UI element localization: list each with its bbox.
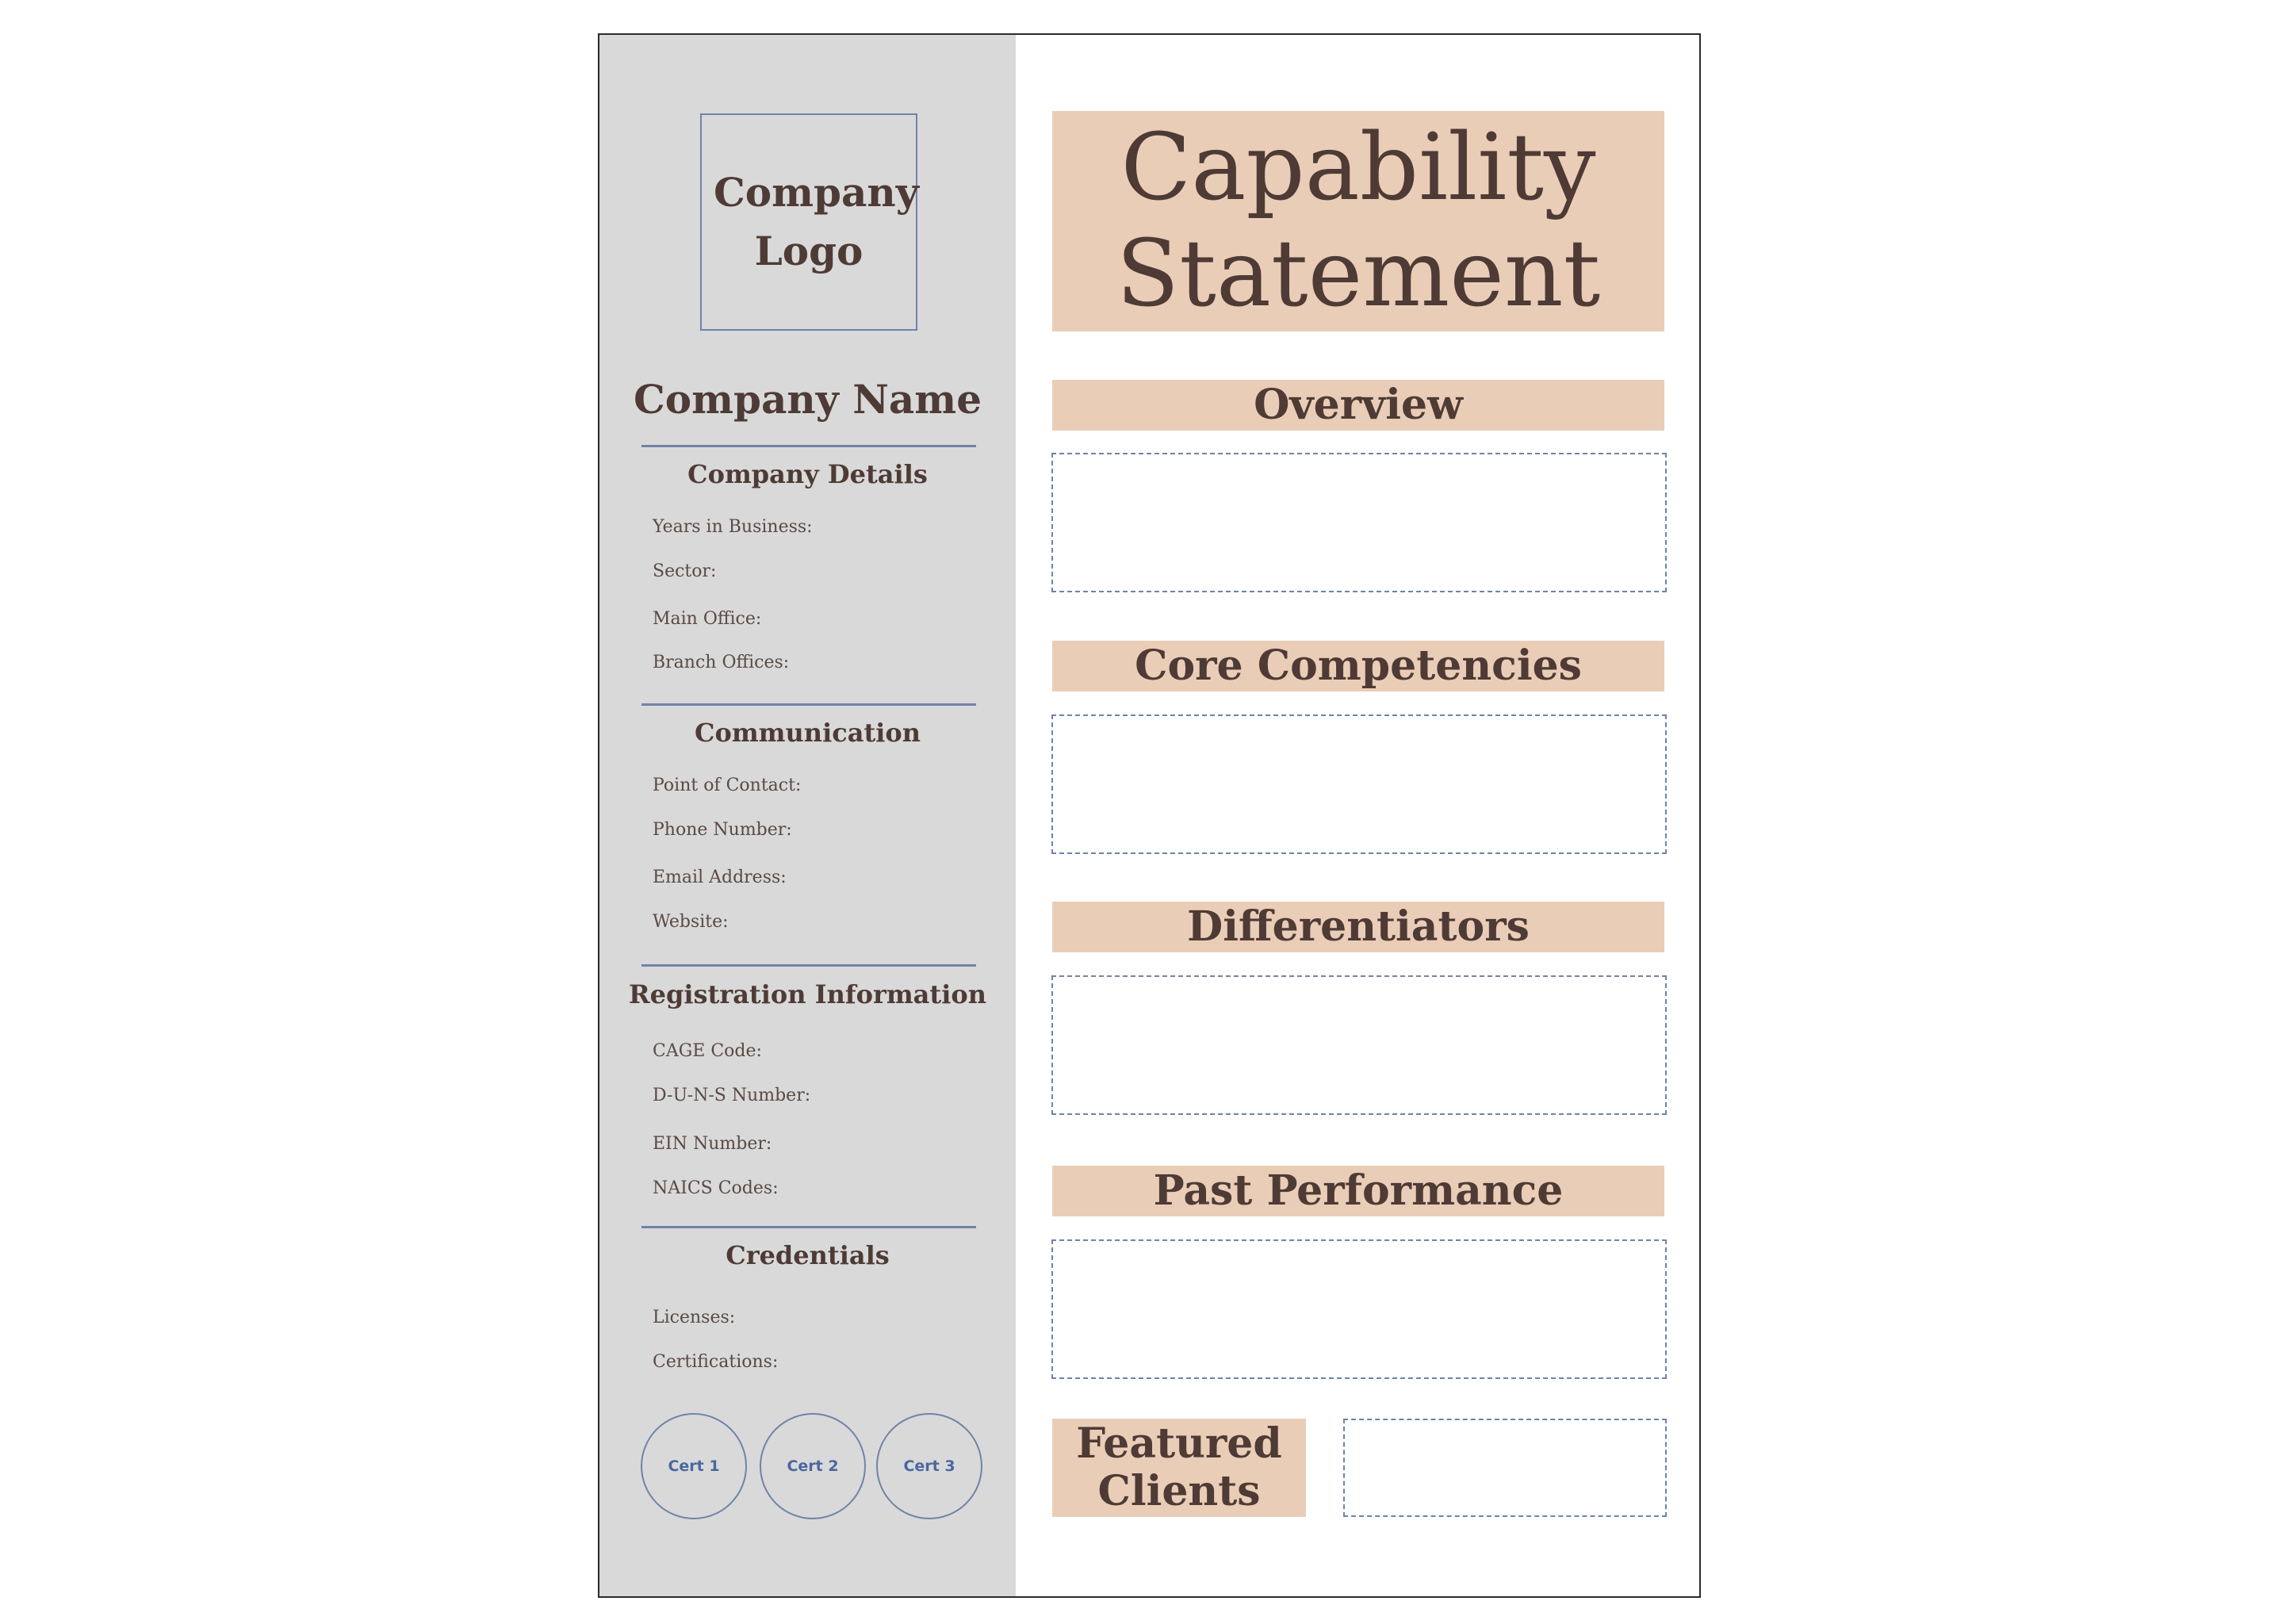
field-branch-offices: Branch Offices: <box>653 653 790 672</box>
core-competencies-content-box[interactable] <box>1051 714 1667 854</box>
heading-core-competencies: Core Competencies <box>1052 641 1664 691</box>
capability-statement-page <box>598 33 1701 1598</box>
heading-differentiators: Differentiators <box>1052 902 1664 952</box>
section-title-registration-information: Registration Information <box>629 979 986 1009</box>
field-email-address: Email Address: <box>653 868 787 887</box>
section-title-credentials: Credentials <box>726 1240 890 1270</box>
heading-past-performance: Past Performance <box>1052 1166 1664 1216</box>
featured-clients-content-box[interactable] <box>1343 1419 1667 1517</box>
field-years-in-business: Years in Business: <box>653 517 813 537</box>
field-point-of-contact: Point of Contact: <box>653 776 802 795</box>
cert-badge-2: Cert 2 <box>760 1413 866 1519</box>
document-title: Capability Statement <box>1052 111 1664 331</box>
field-cage-code: CAGE Code: <box>653 1041 762 1061</box>
field-sector: Sector: <box>653 561 717 581</box>
section-title-company-details: Company Details <box>687 459 928 489</box>
company-name: Company Name <box>633 376 982 423</box>
section-divider <box>641 1226 976 1228</box>
field-phone-number: Phone Number: <box>653 820 792 840</box>
field-website: Website: <box>653 912 729 932</box>
overview-content-box[interactable] <box>1051 453 1667 592</box>
company-logo-placeholder <box>700 113 917 331</box>
cert-badge-3: Cert 3 <box>876 1413 982 1519</box>
heading-overview: Overview <box>1052 380 1664 431</box>
differentiators-content-box[interactable] <box>1051 975 1667 1115</box>
company-logo-text: Company Logo <box>714 169 919 274</box>
field-naics-codes: NAICS Codes: <box>653 1178 779 1198</box>
cert-badge-1: Cert 1 <box>641 1413 747 1519</box>
section-divider <box>641 964 976 967</box>
featured-clients-label: Featured Clients <box>1076 1419 1282 1515</box>
field-certifications: Certifications: <box>653 1352 779 1372</box>
section-divider <box>641 445 976 447</box>
field-ein-number: EIN Number: <box>653 1134 772 1154</box>
section-divider <box>641 703 976 706</box>
field-main-office: Main Office: <box>653 609 762 629</box>
sidebar <box>599 35 1016 1596</box>
section-title-communication: Communication <box>695 718 921 748</box>
field-duns-number: D-U-N-S Number: <box>653 1086 811 1105</box>
field-licenses: Licenses: <box>653 1308 736 1327</box>
heading-featured-clients <box>1052 1419 1306 1517</box>
past-performance-content-box[interactable] <box>1051 1239 1667 1379</box>
